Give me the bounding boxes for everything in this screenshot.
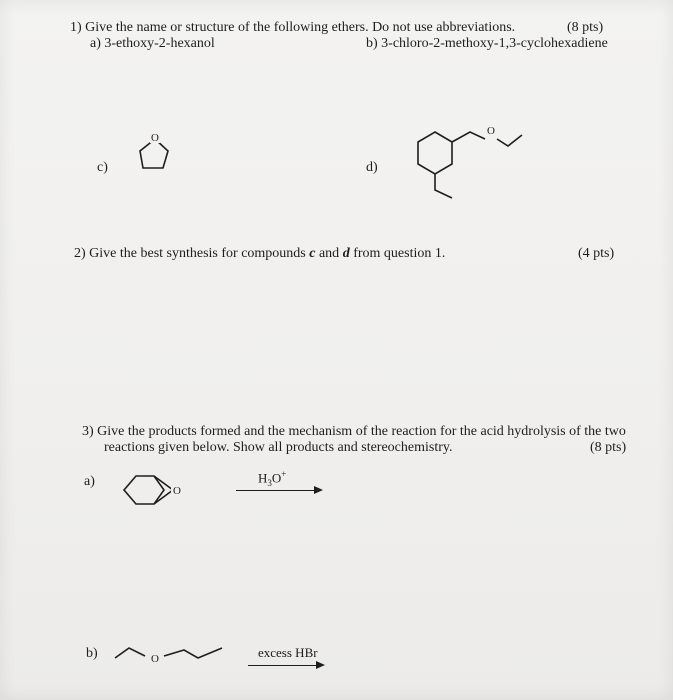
q3b-left-chain	[115, 648, 145, 658]
q2-points: (4 pts)	[578, 246, 615, 261]
q1a-text: a) 3-ethoxy-2-hexanol	[90, 36, 215, 51]
q3a-reaction-arrow	[236, 490, 316, 491]
q3b-label: b)	[86, 646, 98, 661]
q3a-arrow-head	[314, 486, 323, 494]
q2-prompt	[74, 246, 445, 262]
q3b-reaction-arrow	[248, 665, 318, 666]
q3b-right-chain	[164, 648, 222, 658]
q1c-label: c)	[97, 160, 108, 175]
q3a-label: a)	[84, 474, 95, 489]
q3a-reagent-o: O	[271, 470, 282, 486]
q3a-oxygen: O	[173, 485, 181, 497]
q3a-reagent-sup: +	[281, 469, 287, 479]
q3a-epoxide-bottom	[154, 490, 173, 504]
q1d-label: d)	[366, 160, 378, 175]
q1d-structure	[400, 112, 530, 207]
q2-and: and	[315, 246, 343, 261]
q1d-ether-right	[497, 135, 522, 146]
q1b-text: b) 3-chloro-2-methoxy-1,3-cyclohexadiene	[366, 36, 608, 51]
q1d-oxygen: O	[487, 125, 495, 137]
q3b-reagent: excess HBr	[258, 645, 318, 660]
q3-points: (8 pts)	[590, 440, 627, 455]
q1-prompt: 1) Give the name or structure of the following ethers. Do not use abbreviations.	[70, 20, 516, 35]
q3a-structure	[118, 466, 198, 514]
q2-prompt-start: 2) Give the best synthesis for compounds	[74, 246, 310, 261]
q1c-structure	[130, 128, 180, 178]
q3a-reagent-h: H	[258, 470, 268, 486]
q1d-ethyl	[435, 174, 452, 198]
q3a-reagent	[258, 469, 286, 488]
q3a-ring	[124, 476, 164, 504]
q3-line1: 3) Give the products formed and the mechanism of the reaction for the acid hydrolysis of the two	[82, 424, 626, 439]
q2-compound-d: d	[342, 246, 350, 261]
q2-prompt-end: from question 1.	[349, 246, 446, 261]
q2-compound-c: c	[309, 246, 316, 261]
q1c-oxygen: O	[151, 132, 159, 144]
q3b-oxygen: O	[151, 653, 159, 665]
q3b-arrow-head	[316, 661, 325, 669]
q3-line2: reactions given below. Show all products and stereochemistry.	[104, 440, 453, 455]
q3a-epoxide-top	[154, 476, 173, 490]
q1d-ether-left	[452, 132, 485, 142]
q1d-ring	[418, 132, 452, 174]
q1-points: (8 pts)	[567, 20, 604, 35]
q3b-structure	[112, 640, 232, 670]
q3a-reagent-sub: 3	[267, 477, 272, 488]
